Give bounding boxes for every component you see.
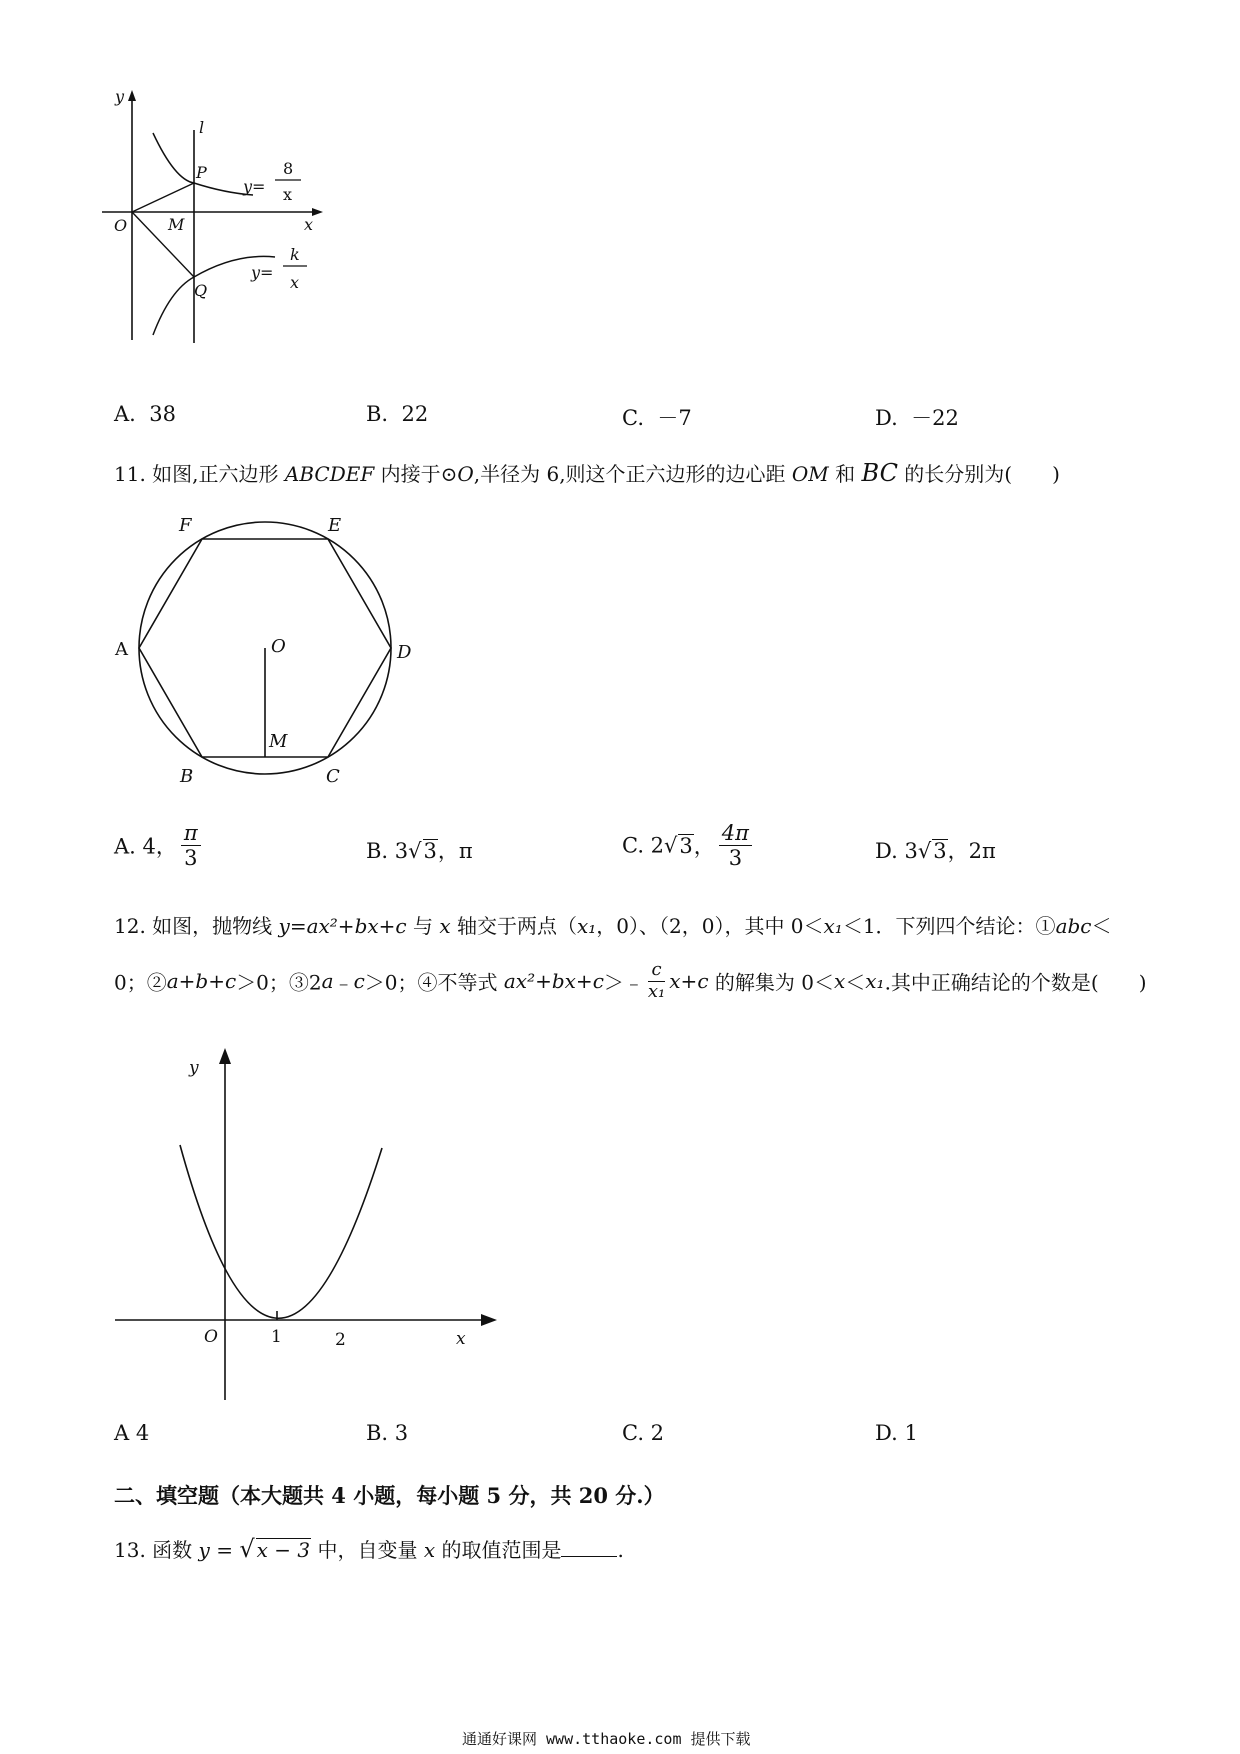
q12-label-y: y [189,1058,199,1078]
q12-label-o: O [204,1327,218,1347]
q11-option-a[interactable] [114,821,205,870]
option-text: B. 3 [366,1421,409,1445]
q12-text: 与 [406,914,440,938]
q12-label-2: 2 [335,1330,346,1350]
option-radicand: 3 [423,839,437,863]
q10-label-x: x [304,215,314,234]
q12-figure [105,1040,505,1410]
q11-label-f: F [179,515,192,536]
q12-equation: ax²+bx+c [503,969,604,994]
q12-parabola [180,1145,382,1318]
radical-sign: √ [408,839,422,863]
q12-stem-line2 [114,960,1147,1002]
option-text: －7 [657,406,692,430]
q12-text: ，0）、（2，0），其中 0＜ [596,914,824,938]
q10-x-arrow [312,208,323,216]
q12-text: 0；② [114,970,167,995]
q12-text: ＞0；③2 [236,970,322,995]
q10-option-a[interactable] [114,402,176,426]
q11-option-b[interactable] [366,835,473,865]
q10-label-l: l [199,118,205,137]
option-text: C. 2 [622,1421,665,1445]
q11-figure [105,505,425,795]
option-text: B. 3 [366,839,409,863]
q12-var: x [833,969,846,994]
q12-x-arrow [481,1314,497,1326]
option-letter: C. [622,406,644,430]
q13-text: 13. 函数 [114,1538,199,1562]
q12-var: x₁ [576,914,597,938]
q10-option-b[interactable] [366,402,428,426]
q10-eq2-lhs: y= [251,263,274,282]
q11-stem-part: ,半径为 6,则这个正六边形的边心距 [473,462,792,486]
q12-option-a[interactable] [114,1421,149,1445]
q12-var: abc [1055,914,1092,938]
option-text: ， [693,834,715,859]
q10-label-p: P [196,163,207,182]
option-text: A. 4， [114,834,177,859]
q12-text: ＞﹣ [603,970,644,995]
q10-label-y: y [115,87,125,106]
option-text: D. 1 [875,1421,918,1445]
q10-label-m: M [168,215,185,234]
q11-label-e: E [328,515,342,536]
q12-text: ＜1．下列四个结论：① [842,914,1056,938]
q13-stem [114,1534,624,1563]
q12-option-c[interactable] [622,1421,664,1445]
q12-text: .其中正确结论的个数是( ) [884,970,1147,995]
radical-sign: √ [917,839,932,863]
q12-text: ＜ [845,970,866,995]
q12-text: ＞0；④不等式 [364,970,504,995]
option-text: ，π [437,839,473,863]
q10-y-arrow [128,90,136,101]
q10-eq2-num: k [290,245,300,264]
q12-var: x [439,914,451,938]
q11-label-a: A [115,639,128,660]
q12-var: x₁ [865,969,885,994]
option-letter: D. [875,406,898,430]
option-text: A 4 [114,1421,150,1445]
option-text: －22 [911,406,959,430]
q11-circle-name: O [457,462,474,486]
option-letter: A. [114,402,136,426]
q12-equation: y=ax²+bx+c [278,914,407,938]
q12-text: 轴交于两点（ [450,914,577,938]
q12-label-x: x [456,1329,466,1349]
q12-y-arrow [219,1048,231,1064]
q11-stem-part: 的长分别为( ) [897,462,1060,486]
q11-label-c: C [326,766,340,787]
q13-var: x [423,1538,436,1562]
q10-eq1-num: 8 [283,159,294,178]
q12-text: 12. 如图，抛物线 [114,914,279,938]
q11-option-d[interactable] [875,835,996,865]
q12-var: x₁ [823,914,843,938]
section-heading: 二、填空题（本大题共 4 小题，每小题 5 分，共 20 分.） [114,1483,665,1508]
q13-radicand: x − 3 [256,1538,311,1562]
footer: 通通好课网 www.tthaoke.com 提供下载 [462,1730,751,1748]
answer-blank[interactable] [561,1538,617,1557]
q12-equation: x+c [669,969,709,994]
q12-text: 的解集为 0＜ [708,970,834,995]
q11-hexagon-name: ABCDEF [284,462,375,486]
q12-equation: a+b+c [166,969,237,994]
q11-label-b: B [180,766,194,787]
option-fraction: $\frac{4\pi}{3}$ [719,821,752,870]
q10-eq1-den: x [283,185,293,204]
q11-label-m: M [269,731,288,752]
q12-option-d[interactable] [875,1421,918,1445]
option-text: 38 [149,402,176,426]
q11-arc-bc: BC [861,459,898,487]
option-fraction: $\frac{\pi}{3}$ [181,821,201,870]
q11-label-d: D [397,642,412,663]
option-text: ，2π [947,839,996,863]
q10-eq1-lhs: y= [243,177,266,196]
q11-option-c[interactable] [622,821,756,870]
q10-label-q: Q [194,281,208,300]
q13-text: 中，自变量 [311,1538,424,1562]
q10-option-d[interactable] [875,402,959,432]
option-radicand: 3 [679,833,693,858]
q11-stem-part: 和 [828,462,862,486]
option-text: 22 [401,402,429,426]
q13-text: . [617,1538,624,1562]
q12-text: ＜ [1091,914,1112,938]
q10-figure [95,85,365,385]
q12-option-b[interactable] [366,1421,408,1445]
q12-var: c [353,969,365,994]
q12-stem-line1 [114,910,1112,939]
q12-fraction: $\frac{c}{\text{x₁}}$ [647,959,666,1002]
q13-text: 的取值范围是 [435,1538,562,1562]
radical-sign: √ [239,1535,255,1563]
q12-label-1: 1 [271,1327,282,1347]
q10-segment-oq [132,212,194,277]
q11-stem [114,458,1060,487]
option-text: D. 3 [875,839,918,863]
q11-stem-part: 11. 如图,正六边形 [114,462,279,486]
q11-stem-part: 内接于⊙ [374,462,458,486]
option-radicand: 3 [933,839,947,863]
q12-text: ﹣ [333,970,354,995]
q10-option-c[interactable] [622,402,692,432]
q11-label-o: O [271,636,286,657]
q12-var: a [321,969,334,994]
q10-segment-op [132,183,194,212]
option-text: C. 2 [622,833,665,858]
radical-sign: √ [664,833,678,858]
q13-y-eq: y = [198,1538,240,1562]
q10-label-o: O [114,216,128,235]
option-letter: B. [366,402,389,426]
q10-eq2-den: x [290,273,300,292]
q11-om: OM [791,462,829,486]
